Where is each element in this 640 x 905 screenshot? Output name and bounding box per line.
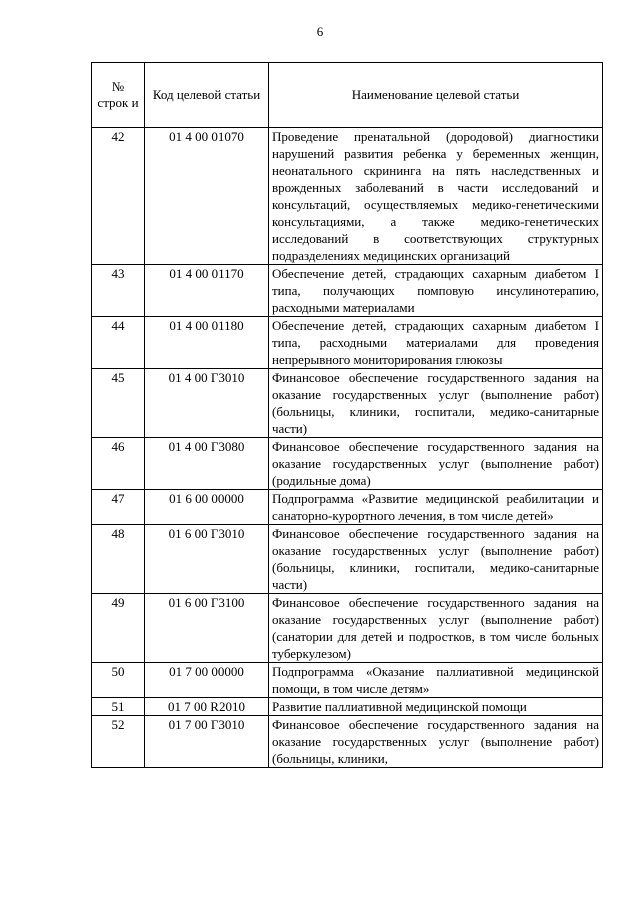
row-code: 01 6 00 00000 — [145, 490, 269, 525]
row-code: 01 7 00 Г3010 — [145, 716, 269, 768]
row-name: Обеспечение детей, страдающих сахарным диабетом I типа, расходными материалами для проведения непрерывного мониторирования глюкозы — [269, 317, 603, 369]
table-row — [92, 438, 603, 490]
table-header-row — [92, 63, 603, 128]
row-name: Обеспечение детей, страдающих сахарным диабетом I типа, получающих помповую инсулинотерапию, расходными материалами — [269, 265, 603, 317]
row-name: Развитие паллиативной медицинской помощи — [269, 698, 603, 716]
row-number: 50 — [92, 663, 145, 698]
table-row — [92, 317, 603, 369]
row-name: Финансовое обеспечение государственного задания на оказание государственных услуг (выполнение работ) (больницы, клиники, госпитали, медико-санитарные части) — [269, 525, 603, 594]
row-code: 01 4 00 01070 — [145, 128, 269, 265]
row-name: Подпрограмма «Развитие медицинской реабилитации и санаторно-курортного лечения, в том числе детей» — [269, 490, 603, 525]
row-code: 01 4 00 Г3010 — [145, 369, 269, 438]
row-code: 01 4 00 01180 — [145, 317, 269, 369]
row-number: 42 — [92, 128, 145, 265]
row-number: 47 — [92, 490, 145, 525]
table-row — [92, 369, 603, 438]
row-number: 49 — [92, 594, 145, 663]
row-code: 01 6 00 Г3100 — [145, 594, 269, 663]
row-code: 01 6 00 Г3010 — [145, 525, 269, 594]
target-articles-table — [91, 62, 603, 768]
table-row — [92, 716, 603, 768]
row-name: Финансовое обеспечение государственного задания на оказание государственных услуг (выполнение работ) (санатории для детей и подростков, в том числе больных туберкулезом) — [269, 594, 603, 663]
row-number: 48 — [92, 525, 145, 594]
row-name: Финансовое обеспечение государственного задания на оказание государственных услуг (выполнение работ) (родильные дома) — [269, 438, 603, 490]
row-name: Финансовое обеспечение государственного задания на оказание государственных услуг (выполнение работ) (больницы, клиники, госпитали, медико-санитарные части) — [269, 369, 603, 438]
table-row — [92, 128, 603, 265]
table-row — [92, 594, 603, 663]
table-row — [92, 663, 603, 698]
row-number: 46 — [92, 438, 145, 490]
column-header-code: Код целевой статьи — [145, 63, 269, 128]
row-name: Финансовое обеспечение государственного задания на оказание государственных услуг (выполнение работ) (больницы, клиники, — [269, 716, 603, 768]
table-row — [92, 698, 603, 716]
table-row — [92, 525, 603, 594]
row-code: 01 4 00 01170 — [145, 265, 269, 317]
table-row — [92, 265, 603, 317]
row-name: Проведение пренатальной (дородовой) диагностики нарушений развития ребенка у беременных женщин, неонатального скрининга на пять наследственных и врожденных заболеваний в части исследований и консультаций, осуществляемых медико-генетическими консультациями, а также медико-генетических исследований в соответствующих структурных подразделениях медицинских организаций — [269, 128, 603, 265]
table-row — [92, 490, 603, 525]
row-number: 52 — [92, 716, 145, 768]
column-header-number: № строк и — [92, 63, 145, 128]
row-number: 44 — [92, 317, 145, 369]
row-number: 51 — [92, 698, 145, 716]
column-header-name: Наименование целевой статьи — [269, 63, 603, 128]
page-number: 6 — [316, 24, 324, 39]
row-number: 45 — [92, 369, 145, 438]
row-name: Подпрограмма «Оказание паллиативной медицинской помощи, в том числе детям» — [269, 663, 603, 698]
row-number: 43 — [92, 265, 145, 317]
row-code: 01 4 00 Г3080 — [145, 438, 269, 490]
row-code: 01 7 00 00000 — [145, 663, 269, 698]
row-code: 01 7 00 R2010 — [145, 698, 269, 716]
